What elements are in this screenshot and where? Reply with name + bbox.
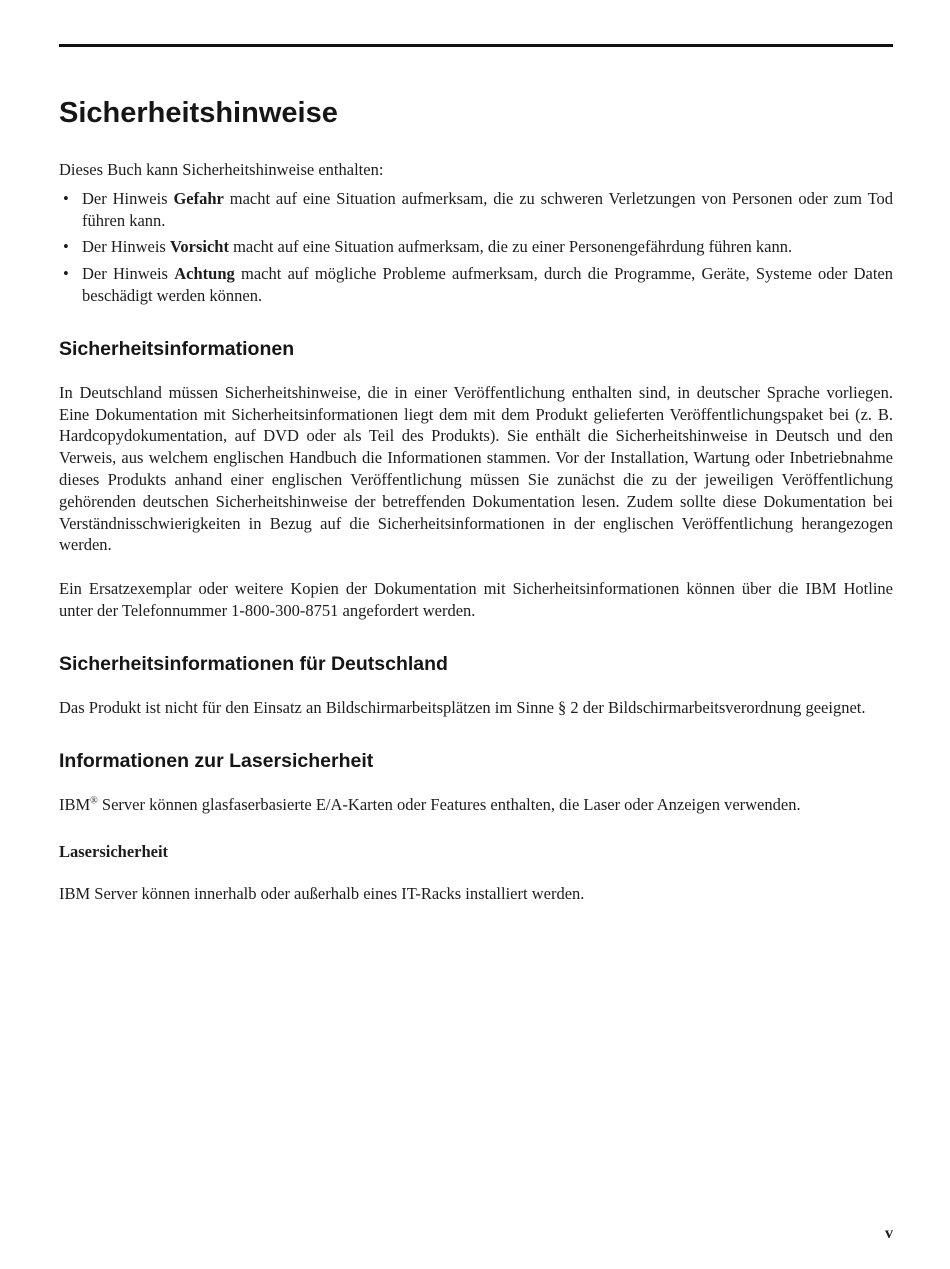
body-paragraph: IBM Server können innerhalb oder außerhalb eines IT-Racks installiert werden. bbox=[59, 884, 585, 904]
page-title: Sicherheitshinweise bbox=[59, 97, 338, 129]
list-item-text-post: macht auf eine Situation aufmerksam, die zu einer Personengefährdung führen kann. bbox=[228, 237, 793, 257]
list-item-text-pre: Der Hinweis bbox=[82, 237, 170, 257]
intro-paragraph: Dieses Buch kann Sicherheitshinweise enthalten: bbox=[59, 160, 384, 179]
notice-keyword: Gefahr bbox=[173, 188, 224, 208]
bullet-icon: • bbox=[63, 188, 69, 208]
section-sicherheitsinformationen bbox=[59, 338, 893, 622]
section-heading: Sicherheitsinformationen bbox=[59, 337, 295, 360]
document-page bbox=[59, 0, 893, 905]
body-paragraph: In Deutschland müssen Sicherheitshinweise, die in einer Veröffentlichung enthalten sind, in deutscher Sprache vorliegen. Eine Dokumentation mit Sicherheitsinformationen liegt dem mit dem Produkt gelieferten Veröffentlichungspaket bei (z. B. Hardcopydokumentation, auf DVD oder als Teil des Produkts). Sie enthält die Sicherheitshinweise in Deutsch und den Verweis, aus welchem englischen Handbuch die Informationen stammen. Vor der Installation, Wartung oder Inbetriebnahme dieses Produkts anhand einer englischen Veröffentlichung müssen Sie zunächst die zu der jeweiligen Veröffentlichung gehörenden deutschen Sicherheitshinweise der betreffenden Dokumentation lesen. Zudem sollte diese Dokumentation bei Verständnisschwierigkeiten in Bezug auf die Sicherheitsinformationen in der englischen Veröffentlichung herangezogen werden. bbox=[59, 382, 893, 555]
top-rule bbox=[59, 44, 893, 47]
list-item-text bbox=[82, 188, 893, 232]
notice-list bbox=[59, 188, 893, 307]
bullet-icon: • bbox=[63, 237, 69, 257]
list-item-text bbox=[82, 263, 893, 307]
ibm-paragraph-rest: Server können glasfaserbasierte E/A-Karten oder Features enthalten, die Laser oder Anzeigen verwenden. bbox=[97, 794, 801, 814]
list-item-text-pre: Der Hinweis bbox=[82, 264, 175, 284]
list-item bbox=[59, 236, 893, 258]
page-number: v bbox=[885, 1225, 893, 1242]
body-paragraph: Ein Ersatzexemplar oder weitere Kopien der Dokumentation mit Sicherheitsinformationen können über die IBM Hotline unter der Telefonnummer 1-800-300-8751 angefordert werden. bbox=[59, 579, 893, 620]
bullet-icon: • bbox=[63, 264, 69, 284]
ibm-brand-text: IBM bbox=[59, 794, 91, 814]
notice-keyword: Achtung bbox=[174, 264, 235, 284]
body-paragraph: Das Produkt ist nicht für den Einsatz an Bildschirmarbeitsplätzen im Sinne § 2 der Bildschirmarbeitsverordnung geeignet. bbox=[59, 697, 866, 717]
list-item-text bbox=[82, 236, 893, 258]
list-item-text-pre: Der Hinweis bbox=[82, 188, 174, 208]
list-item-text-post: macht auf mögliche Probleme aufmerksam, durch die Programme, Geräte, Systeme oder Daten beschädigt werden können. bbox=[82, 264, 893, 305]
section-heading: Sicherheitsinformationen für Deutschland bbox=[59, 652, 448, 675]
sub-heading: Lasersicherheit bbox=[59, 842, 169, 862]
section-sicherheitsinformationen-deutschland bbox=[59, 653, 893, 719]
section-lasersicherheit bbox=[59, 750, 893, 906]
list-item bbox=[59, 263, 893, 307]
list-item-text-post: macht auf eine Situation aufmerksam, die zu schweren Verletzungen von Personen oder zum Tod führen kann. bbox=[82, 188, 894, 230]
body-paragraph-ibm bbox=[59, 794, 893, 816]
list-item bbox=[59, 188, 893, 232]
notice-keyword: Vorsicht bbox=[169, 237, 229, 257]
registered-trademark-icon: ® bbox=[90, 795, 98, 807]
section-heading: Informationen zur Lasersicherheit bbox=[59, 749, 374, 772]
